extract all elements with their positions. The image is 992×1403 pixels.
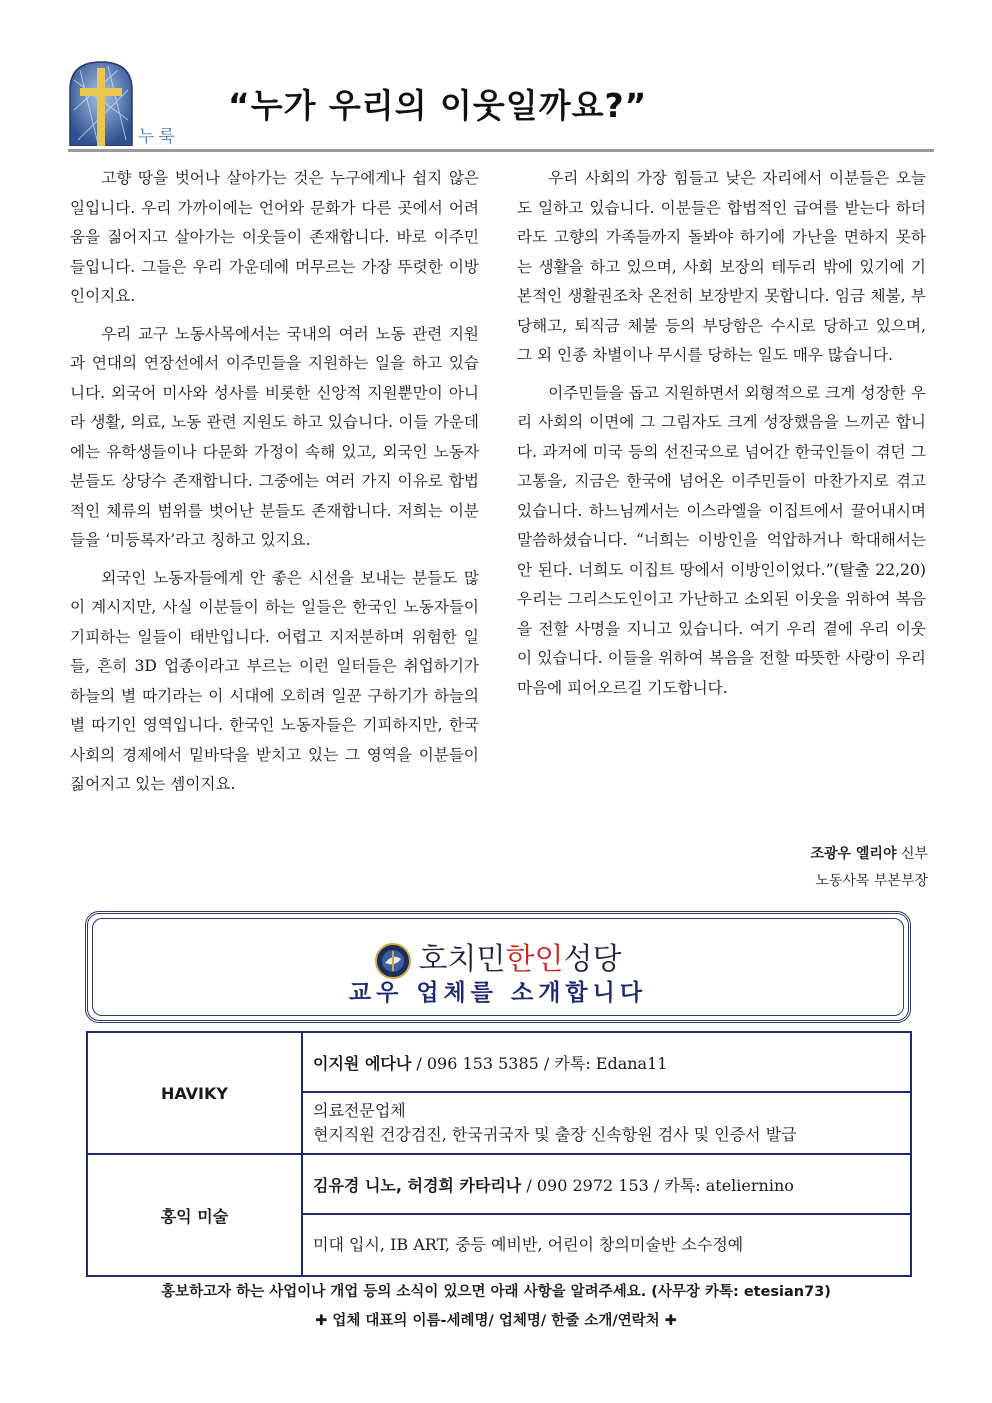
church-name-prefix: 호치민 [418,942,506,977]
business-contact [302,1154,911,1214]
business-contact [302,1032,911,1092]
paragraph: 이주민들을 돕고 지원하면서 외형적으로 크게 성장한 우리 사회의 이면에 그 그림자도 크게 성장했음을 느끼곤 합니다. 과거에 미국 등의 선진국으로 넘어간 한국인들이 겪던 그 고통을, 지금은 한국에 넘어온 이주민들이 마찬가지로 겪고 있습니다. 하느님께서는 이스라엘을 이집트에서 끌어내시며 말씀하셨습니다. “너희는 이방인을 억압하거나 학대해서는 안 된다. 너희도 이집트 땅에서 이방인이었다.”(탈출 22,20) 우리는 그리스도인이고 가난하고 소외된 이웃을 위하여 복음을 전할 사명을 지니고 있습니다. 여기 우리 곁에 우리 이웃이 있습니다. 이들을 위하여 복음을 전할 따뜻한 사랑이 우리 마음에 피어오르길 기도합니다. [517,383,926,697]
business-desc-line: 현지직원 건강검진, 한국귀국자 및 출장 신속항원 검사 및 인증서 발급 [313,1125,797,1144]
right-column [517,164,926,711]
business-desc-line: 의료전문업체 [313,1101,406,1120]
business-description [302,1214,911,1276]
promo-footer-note: 홍보하고자 하는 사업이나 개업 등의 소식이 있으면 아래 사항을 알려주세요. (사무장 카톡: etesian73) [161,1284,831,1300]
paragraph: 고향 땅을 벗어나 살아가는 것은 누구에게나 쉽지 않은 일입니다. 우리 가까이에는 언어와 문화가 다른 곳에서 어려움을 짊어지고 살아가는 이웃들이 존재합니다. 바로 이주민들입니다. 그들은 우리 가운데에 머무르는 가장 뚜렷한 이방인이지요. [70,169,479,305]
business-name: 홍익 미술 [87,1154,302,1276]
table-row [87,1032,911,1092]
author-title: 신부 [900,846,928,862]
business-phone: / 096 153 5385 / 카톡: Edana11 [411,1053,668,1073]
business-phone: / 090 2972 153 / 카톡: ateliernino [521,1175,794,1195]
church-name-suffix: 성당 [563,942,622,977]
promo-footer-format: ✚ 업체 대표의 이름-세례명/ 업체명/ 한줄 소개/연락처 ✚ [315,1313,677,1329]
stained-glass-cross-icon [68,60,134,146]
left-column [70,164,479,808]
author-name: 조광우 엘리야 [810,846,897,862]
promo-header-box [85,911,911,1023]
author-position: 노동사목 부본부장 [815,873,928,889]
business-name: HAVIKY [87,1032,302,1154]
table-row [87,1154,911,1214]
signature [810,841,928,895]
business-desc-line: 미대 입시, IB ART, 중등 예비반, 어린이 창의미술반 소수정예 [313,1235,744,1254]
promo-subtitle: 교우 업체를 소개합니다 [348,980,648,1006]
section-label: 누룩 [138,127,179,147]
church-name-highlight: 한인 [505,942,564,977]
page-title: “누가 우리의 이웃일까요?” [228,86,648,125]
business-owner: 이지원 에다나 [313,1053,412,1073]
church-name [88,934,908,979]
paragraph: 우리 교구 노동사목에서는 국내의 여러 노동 관련 지원과 연대의 연장선에서 이주민들을 지원하는 일을 하고 있습니다. 외국어 미사와 성사를 비롯한 신앙적 지원뿐만이 아니라 생활, 의료, 노동 관련 지원도 하고 있습니다. 이들 가운데에는 유학생들이나 다문화 가정이 속해 있고, 외국인 노동자 분들도 상당수 존재합니다. 그중에는 여러 가지 이유로 합법적인 체류의 범위를 벗어난 분들도 존재합니다. 저희는 이분들을 ‘미등록자’라고 칭하고 있지요. [70,324,479,549]
paragraph: 우리 사회의 가장 힘들고 낮은 자리에서 이분들은 오늘도 일하고 있습니다. 이분들은 합법적인 급여를 받는다 하더라도 고향의 가족들까지 돌봐야 하기에 가난을 면하지 못하는 생활을 하고 있으며, 사회 보장의 테두리 밖에 있기에 기본적인 생활권조차 온전히 보장받지 못합니다. 임금 체불, 부당해고, 퇴직금 체불 등의 부당함은 수시로 당하고 있으며, 그 외 인종 차별이나 무시를 당하는 일도 매우 많습니다. [517,169,926,364]
business-table [86,1031,912,1277]
header [68,60,934,152]
business-description [302,1092,911,1154]
title-divider [68,149,934,152]
paragraph: 외국인 노동자들에게 안 좋은 시선을 보내는 분들도 많이 계시지만, 사실 이분들이 하는 일들은 한국인 노동자들이 기피하는 일들이 태반입니다. 어렵고 지저분하며 위험한 일들, 흔히 3D 업종이라고 부르는 이런 일터들은 취업하기가 하늘의 별 따기라는 이 시대에 오히려 일꾼 구하기가 하늘의 별 따기인 영역입니다. 한국인 노동자들은 기피하지만, 한국 사회의 경제에서 밑바닥을 받치고 있는 그 영역을 이분들이 짊어지고 있는 셈이지요. [70,568,479,793]
business-owner: 김유경 니노, 허경희 카타리나 [313,1175,522,1195]
